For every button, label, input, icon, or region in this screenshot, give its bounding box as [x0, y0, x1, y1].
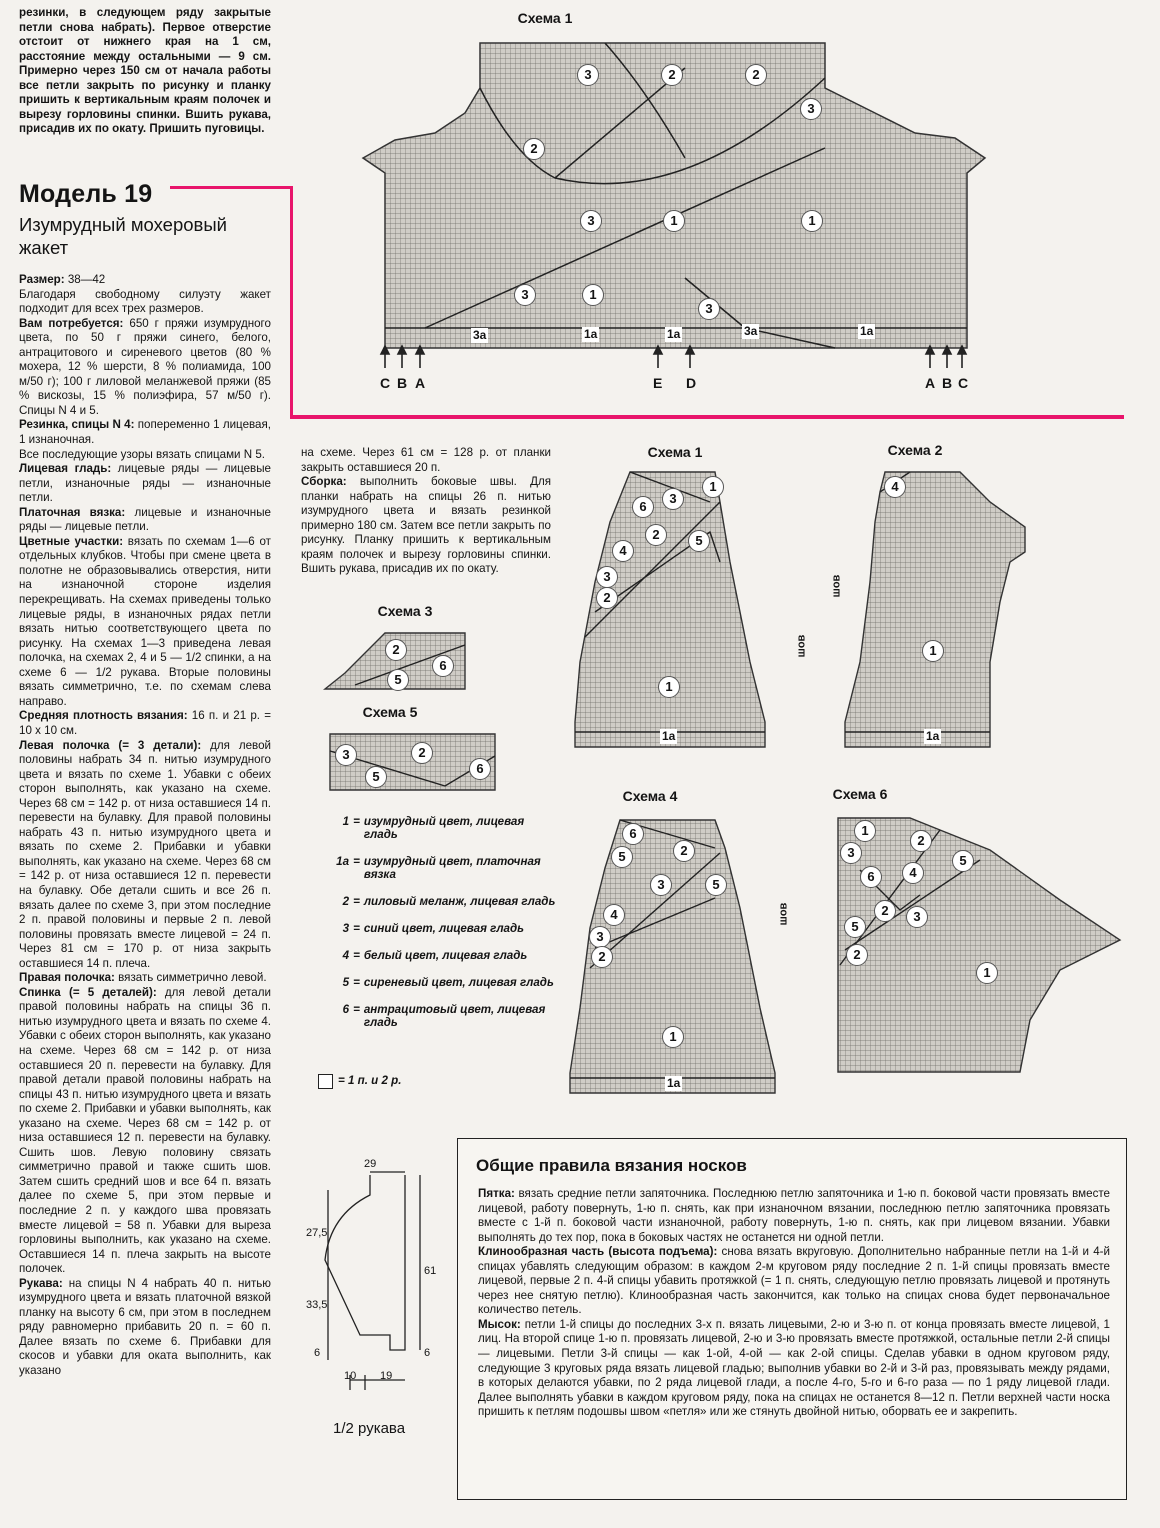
col1-heading: Размер:	[19, 273, 65, 286]
col2-paragraph	[301, 475, 551, 577]
legend-key: 2	[342, 895, 350, 908]
col1-heading: Цветные участки:	[19, 534, 124, 548]
socks-box	[457, 1138, 1127, 1500]
legend-value: сиреневый цвет, лицевая гладь	[363, 976, 554, 989]
zone-number: 1	[582, 284, 604, 306]
zone-tag: 3a	[473, 328, 487, 342]
scheme1-numbers: 1 6 3 2 5 4 3 2 1 1a	[570, 462, 780, 752]
col1-paragraph	[19, 462, 271, 506]
legend-key: 1a	[336, 855, 350, 868]
scheme6-numbers: 1 3 2 5 6 4 2 3 5 2 1	[830, 810, 1130, 1080]
col1-text: лицевые ряды — лицевые петли, изнаночные ряды — изнаночные петли.	[19, 462, 271, 505]
zone-number: 3	[698, 298, 720, 320]
legend-value: антрацитовый цвет, лицевая гладь	[363, 1003, 546, 1029]
col1-paragraph	[19, 288, 271, 317]
socks-heading: Клинообразная часть (высота подъема):	[478, 1245, 718, 1259]
scheme2-title: Схема 2	[887, 442, 943, 458]
col1-paragraph	[19, 971, 271, 986]
col1-paragraph	[19, 317, 271, 419]
top-scheme-numbers	[355, 28, 995, 368]
accent-line-vertical	[290, 186, 293, 418]
col2-body	[301, 446, 551, 577]
legend-value: изумрудный цвет, платочная вязка	[363, 855, 541, 881]
zone-number: 1	[663, 210, 685, 232]
socks-paragraph	[478, 1318, 1110, 1420]
col1-paragraph	[19, 1277, 271, 1379]
legend-equals: =	[353, 949, 360, 962]
col1-heading: Резинка, спицы N 4:	[19, 418, 135, 432]
col1-paragraph	[19, 418, 271, 447]
col1-paragraph	[19, 273, 271, 288]
dim-length: 61	[424, 1265, 437, 1277]
marker-e: E	[653, 375, 663, 391]
col1-paragraph	[19, 506, 271, 535]
col2-heading: Сборка:	[301, 475, 347, 489]
marker-c2: C	[958, 375, 969, 391]
legend-value: синий цвет, лицевая гладь	[363, 922, 525, 935]
legend-key: 5	[342, 976, 350, 989]
col1-top-text: резинки, в следующем ряду закрытые петли снова набрать). Первое отверстие отстоит от нижнего края на 1 см, расстояние между остальными — 9 см. Примерно через 150 см от начала работы все петли закрыть по рисунку и планку пришить к вертикальным краям полочек и вырезу горловины спинки. Вшить рукава, присадив их по окату. Пришить пуговицы.	[19, 6, 271, 136]
col1-paragraph	[19, 986, 271, 1277]
legend-cell-square	[318, 1074, 333, 1089]
model-subtitle: Изумрудный мохеровый жакет	[19, 214, 227, 258]
seam-label-1: шов	[795, 634, 808, 658]
socks-text: вязать средние петли запяточника. Последнюю петлю запяточника и 1-ю п. боковой части провязать вместе лицевой, работу повернуть, 1-ю п. снять, как при изнаночном вязании, последнюю петлю запяточника провязать вместе с 1-й п. боковой части изнаночной, работу повернуть, 1-ю п. снять, как при лицевом вязании. Убавки выполнять до тех пор, пока в боковых частях не останется ни одной петли.	[478, 1187, 1110, 1244]
zone-number: 3	[580, 210, 602, 232]
col1-paragraph	[19, 709, 271, 738]
socks-paragraph	[478, 1245, 1110, 1318]
col1-heading: Рукава:	[19, 1276, 63, 1290]
model-title: Модель 19	[19, 180, 153, 208]
marker-a: A	[415, 375, 426, 391]
zone-tag: 1a	[667, 327, 681, 341]
marker-a2: A	[925, 375, 936, 391]
scheme4-numbers: 6 5 2 3 5 4 3 2 1 1a	[565, 808, 785, 1098]
legend-row	[318, 815, 558, 841]
col1-heading: Платочная вязка:	[19, 505, 126, 519]
socks-text: петли 1-й спицы до последних 3-х п. вязать лицевыми, 2-ю и 3-ю п. от конца провязать вместе лицевой, 1 лиц. На второй спице 1-ю п. провязать лицевой, 2-ю и 3-ю провязать вместе протяжкой, остальные петли 2-й спицы — лицевыми. Петли 3-й спицы — как 1-ой, 4-ой — как 2-ой спицы. Сделав убавки в одном круговом ряду, следующие 3 круговых ряда вязать лицевой гладью; выполнив убавки во 2-й и 3-й раз, провязывать между рядами, в которых делаются убавки, по 2 ряда лицевой глади, а после 4-го, 5-го и 6-го раза — по 1 ряду лицевой глади. Далее выполнять убавки в каждом круговом ряду, пока на спицах не останется 8—12 п. Петли верхней части носка пришить к петлям подошвы швом «петля» или же стянуть двойной нитью, оборвать ее и закрепить.	[478, 1317, 1110, 1419]
accent-line	[170, 186, 292, 189]
col1-text: попеременно 1 лицевая, 1 изнаночная.	[19, 418, 271, 447]
dim-bottom-a: 10	[344, 1370, 357, 1382]
dim-lower: 33,5	[306, 1299, 328, 1311]
legend-key: 1	[342, 815, 350, 828]
legend-row	[318, 855, 558, 881]
col1-paragraph	[19, 448, 271, 463]
zone-number: 2	[661, 64, 683, 86]
dim-width: 29	[364, 1158, 377, 1170]
scheme3-title: Схема 3	[377, 603, 433, 619]
legend	[318, 815, 558, 1043]
marker-b: B	[397, 375, 408, 391]
col1-text: для левой половины набрать 34 п. нитью изумрудного цвета и вязать по схеме 1. Убавки с обеих сторон выполнять, как указано на схеме. Через 68 см = 142 р. от низа оставшиеся 14 п. перевести на булавку. Для правой половины набрать 43 п. нитью изумрудного цвета и вязать по схеме 2. Прибавки и убавки выполнять, как указано на схеме. Через 68 см = 142 р. от низа оставшиеся 12 п. перевести на булавку. Обе детали сшить и все 26 п. вязать далее по схеме 3, при этом последние 2 п. правой половины и первые 2 п. левой половины провязать вместе лицевой = 24 п. Через 81 см = 170 р. от низа закрыть оставшиеся 14 п. плеча.	[19, 738, 271, 970]
legend-cell-text: = 1 п. и 2 р.	[338, 1074, 402, 1087]
marker-b2: B	[942, 375, 953, 391]
col1-paragraph	[19, 535, 271, 710]
marker-d: D	[686, 375, 697, 391]
socks-title: Общие правила вязания носков	[476, 1156, 747, 1175]
socks-body	[478, 1187, 1110, 1420]
zone-number: 3	[577, 64, 599, 86]
legend-value: белый цвет, лицевая гладь	[363, 949, 528, 962]
top-marker-labels	[355, 375, 995, 395]
legend-equals: =	[353, 976, 360, 989]
dim-cuff-left: 6	[314, 1347, 321, 1359]
zone-tag: 1a	[584, 327, 598, 341]
zone-number: 2	[523, 138, 545, 160]
col1-heading: Вам потребуется:	[19, 316, 124, 330]
col1-text: для левой детали правой половины набрать на спицы 36 п. нитью изумрудного цвета и вязать по схеме 4. Убавки с обеих сторон выполнять, как указано на схеме. Через 68 см = 142 р. от низа оставшиеся 20 п. перевести на булавку. Для правой детали правой половины набрать на спицы 43 п. нитью изумрудного цвета и вязать по схеме 2. Прибавки и убавки выполнять, как указано на схеме. Через 68 см = 142 р. от низа оставшиеся 12 п. перевести на булавку. Сшить шов. Левую половину связать симметрично правой и также сшить шов. Затем сшить средний шов и все 64 п. вязать далее по схеме 5, при этом первые и последние 2 п. у каждого шва провязать вместе лицевой = 58 п. Убавки для выреза горловины выполнить, как указано на схеме. Оставшиеся 14 п. плеча закрыть на высоте полочек.	[19, 985, 271, 1276]
col1-text: вязать по схемам 1—6 от отдельных клубков. Чтобы при смене цвета в полотне не образовывались отверстия, нити на изнаночной стороне изделия перекрещивать. На схемах приведены только лицевые ряды, в изнаночных рядах петли вязать нитью соответствующего цвета по рисунку. На схемах 1—3 приведена левая полочка, на схемах 2, 4 и 5 — 1/2 спинки, а на схеме 6 — 1/2 рукава. Вторые половины вязать симметрично, т.е. по схемам слева направо.	[19, 534, 271, 708]
col1-body	[19, 273, 271, 1379]
socks-heading: Пятка:	[478, 1187, 515, 1200]
scheme5-numbers: 3 2 5 6	[325, 726, 505, 796]
legend-row	[318, 922, 558, 935]
col1-text: на спицы N 4 набрать 40 п. нитью изумрудного цвета и вязать платочной вязкой планку на высоту 6 см, при этом в последнем ряду равномерно прибавить 20 п. = 60 п. Далее вязать по схеме 6. Прибавки для скосов и убавки для оката выполнить, как указано	[19, 1276, 271, 1378]
zone-tag: 1a	[860, 324, 874, 338]
socks-paragraph	[478, 1187, 1110, 1245]
scheme4-title: Схема 4	[622, 788, 678, 804]
legend-equals: =	[353, 1003, 360, 1016]
col2-text: выполнить боковые швы. Для планки набрать на спицы 26 п. нитью изумрудного цвета и вязать резинкой примерно 180 см. Затем все петли закрыть по рисунку. Планку пришить к вертикальным краям полочек и вырезу горловины спинки. Вшить рукава, присадив их по окату.	[301, 475, 551, 576]
sleeve-caption: 1/2 рукава	[333, 1420, 406, 1437]
col1-paragraph	[19, 739, 271, 972]
zone-number: 3	[800, 98, 822, 120]
col2-text: на схеме. Через 61 см = 128 р. от планки закрыть оставшиеся 20 п.	[301, 446, 551, 474]
col1-heading: Спинка (= 5 деталей):	[19, 985, 157, 999]
scheme2-numbers: 4 1 1a	[840, 462, 1040, 752]
zone-number: 2	[745, 64, 767, 86]
col2-paragraph	[301, 446, 551, 475]
col1-text: 16 п. и 21 р. = 10 х 10 см.	[19, 709, 271, 737]
dim-bottom-b: 19	[380, 1370, 393, 1382]
legend-equals: =	[353, 922, 360, 935]
col1-text: лицевые и изнаночные ряды — лицевые петли.	[19, 505, 271, 534]
seam-label-2: шов	[830, 574, 843, 598]
legend-row	[318, 976, 558, 989]
legend-value: лиловый меланж, лицевая гладь	[363, 895, 556, 908]
legend-equals: =	[353, 855, 360, 868]
legend-row	[318, 949, 558, 962]
zone-number: 3	[514, 284, 536, 306]
scheme3-numbers: 2 6 5	[315, 625, 495, 695]
col1-text: 38—42	[64, 273, 106, 286]
scheme1-title: Схема 1	[647, 444, 703, 460]
marker-c: C	[380, 375, 391, 391]
col1-text: 650 г пряжи изумрудного цвета, по 50 г пряжи синего, белого, антрацитового и сиреневого цветов (80 % мохера, 12 % шерсти, 8 % полиамида, 100 м/50 г); 100 г лиловой меланжевой пряжи (85 % вискозы, 15 % полиэфира, 57 м/50 г). Спицы N 4 и 5.	[19, 316, 271, 417]
legend-row	[318, 1003, 558, 1029]
legend-row	[318, 895, 558, 908]
zone-tag: 3a	[744, 324, 758, 338]
scheme5-title: Схема 5	[362, 704, 418, 720]
top-scheme-title: Схема 1	[517, 10, 573, 26]
legend-value: изумрудный цвет, лицевая гладь	[363, 815, 525, 841]
socks-heading: Мысок:	[478, 1317, 521, 1331]
legend-cell	[318, 1074, 401, 1089]
legend-key: 4	[342, 949, 350, 962]
legend-key: 6	[342, 1003, 350, 1016]
zone-number: 1	[801, 210, 823, 232]
col1-text: вязать симметрично левой.	[114, 971, 267, 985]
sleeve-dims	[300, 1160, 460, 1400]
col1-heading: Правая полочка:	[19, 971, 115, 985]
legend-equals: =	[353, 895, 360, 908]
dim-cuff-right: 6	[424, 1347, 431, 1359]
scheme6-title: Схема 6	[832, 786, 888, 802]
legend-equals: =	[353, 815, 360, 828]
dim-cap-height: 27,5	[306, 1227, 328, 1239]
col1-heading: Лицевая гладь:	[19, 462, 112, 476]
seam-label-4: шов	[777, 902, 790, 926]
col1-heading: Средняя плотность вязания:	[19, 709, 188, 723]
legend-key: 3	[342, 922, 350, 935]
socks-text: снова вязать вкруговую. Дополнительно набранные петли на 1-й и 4-й спицах убавлять следующим образом: в каждом 2-м круговом ряду последние 2 п. 1-й спицы провязать вместе лицевой, первые 2 п. 4-й спицы убавить протяжкой (= 1 п. снять, следующую петлю провязать лицевой и протянуть через нее снятую петлю). Клинообразная часть закончится, как только на спицах снова будет первоначальное количество петель.	[478, 1245, 1110, 1317]
col1-text: Все последующие узоры вязать спицами N 5.	[19, 447, 266, 461]
col1-text: Благодаря свободному силуэту жакет подходит для всех трех размеров.	[19, 287, 271, 316]
col1-heading: Левая полочка (= 3 детали):	[19, 738, 202, 752]
